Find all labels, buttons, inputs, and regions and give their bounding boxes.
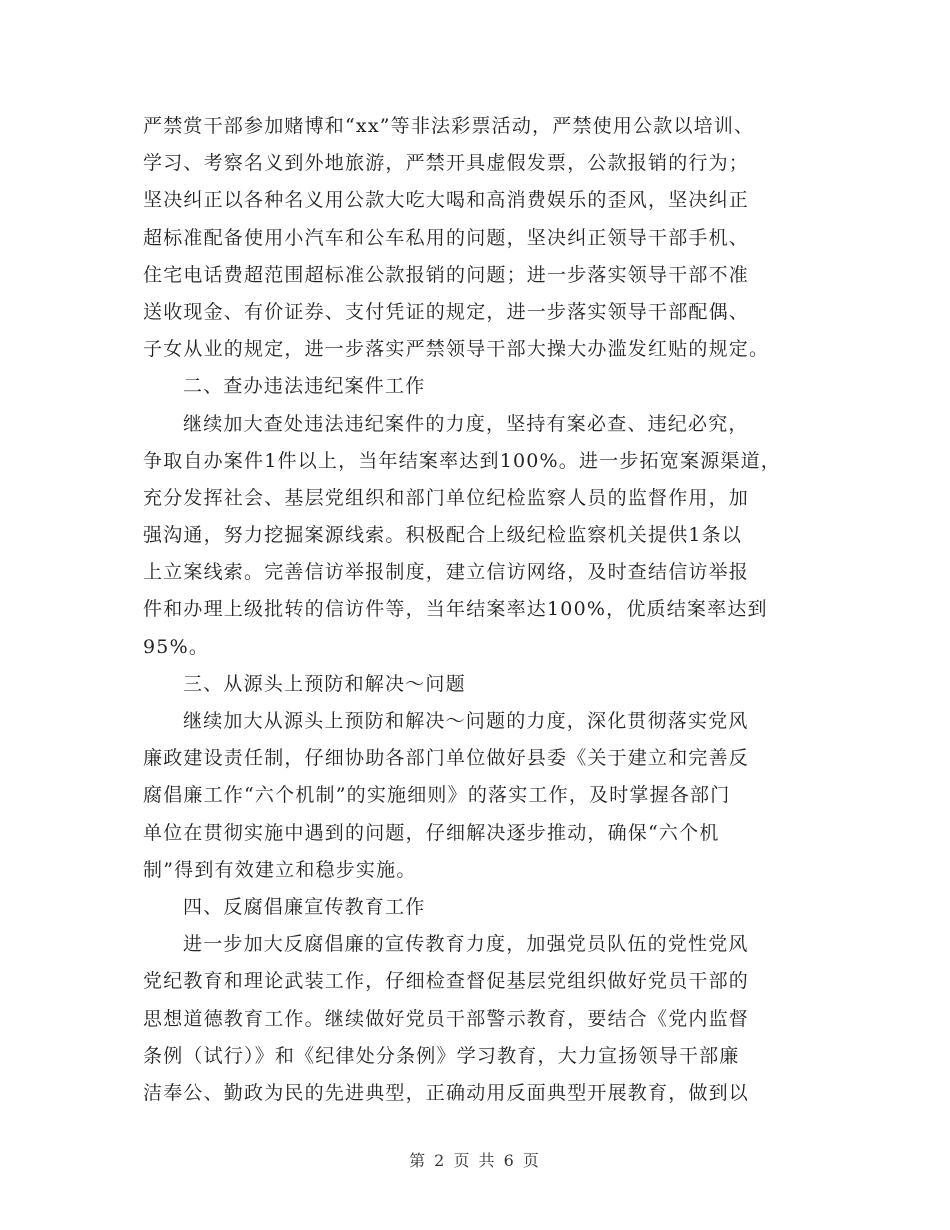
text-line: 制”得到有效建立和稳步实施。 xyxy=(143,858,417,881)
text-line: 超标准配备使用小汽车和公车私用的问题，坚决纠正领导干部手机、 xyxy=(143,226,750,249)
text-line: 二、查办违法违纪案件工作 xyxy=(183,375,426,398)
text-line: 强沟通，努力挖掘案源线索。积极配合上级纪检监察机关提供1条以 xyxy=(143,524,743,547)
text-line: 四、反腐倡廉宣传教育工作 xyxy=(183,895,426,918)
text-line: 充分发挥社会、基层党组织和部门单位纪检监察人员的监督作用，加 xyxy=(143,486,750,509)
text-line: 送收现金、有价证券、支付凭证的规定，进一步落实领导干部配偶、 xyxy=(143,300,750,323)
text-line: 住宅电话费超范围超标准公款报销的问题；进一步落实领导干部不准 xyxy=(143,263,750,286)
text-line: 严禁赏干部参加赌博和“xx”等非法彩票活动，严禁使用公款以培训、 xyxy=(143,115,755,137)
text-line: 条例（试行）》和《纪律处分条例》学习教育，大力宣扬领导干部廉 xyxy=(143,1044,740,1067)
text-line: 件和办理上级批转的信访件等，当年结案率达100%，优质结案率达到 xyxy=(143,598,768,621)
text-line: 争取自办案件1件以上，当年结案率达到100%。进一步拓宽案源渠道， xyxy=(143,449,782,472)
text-line: 继续加大查处违法违纪案件的力度，坚持有案必查、违纪必究， xyxy=(183,412,749,435)
text-line: 单位在贯彻实施中遇到的问题，仔细解决逐步推动，确保“六个机 xyxy=(143,821,720,844)
document-body xyxy=(143,108,823,1112)
text-line: 进一步加大反腐倡廉的宣传教育力度，加强党员队伍的党性党风 xyxy=(183,933,749,956)
text-line: 洁奉公、勤政为民的先进典型，正确动用反面典型开展教育，做到以 xyxy=(143,1081,750,1104)
text-line: 党纪教育和理论武装工作，仔细检查督促基层党组织做好党员干部的 xyxy=(143,970,750,993)
text-line: 思想道德教育工作。继续做好党员干部警示教育，要结合《党内监督 xyxy=(143,1007,750,1030)
text-line: 上立案线索。完善信访举报制度，建立信访网络，及时查结信访举报 xyxy=(143,561,750,584)
text-line: 继续加大从源头上预防和解决～问题的力度，深化贯彻落实党风 xyxy=(183,710,749,732)
text-line: 腐倡廉工作“六个机制”的实施细则》的落实工作，及时掌握各部门 xyxy=(143,784,731,807)
text-line: 95%。 xyxy=(143,635,210,658)
text-line: 子女从业的规定，进一步落实严禁领导干部大操大办滥发红贴的规定。 xyxy=(143,338,770,361)
text-line: 三、从源头上预防和解决～问题 xyxy=(183,672,466,695)
text-line: 学习、考察名义到外地旅游，严禁开具虚假发票，公款报销的行为； xyxy=(143,152,750,175)
text-line: 坚决纠正以各种名义用公款大吃大喝和高消费娱乐的歪风，坚决纠正 xyxy=(143,189,750,212)
page-footer: 第 2 页 共 6 页 xyxy=(409,1151,541,1170)
text-line: 廉政建设责任制，仔细协助各部门单位做好县委《关于建立和完善反 xyxy=(143,747,750,770)
